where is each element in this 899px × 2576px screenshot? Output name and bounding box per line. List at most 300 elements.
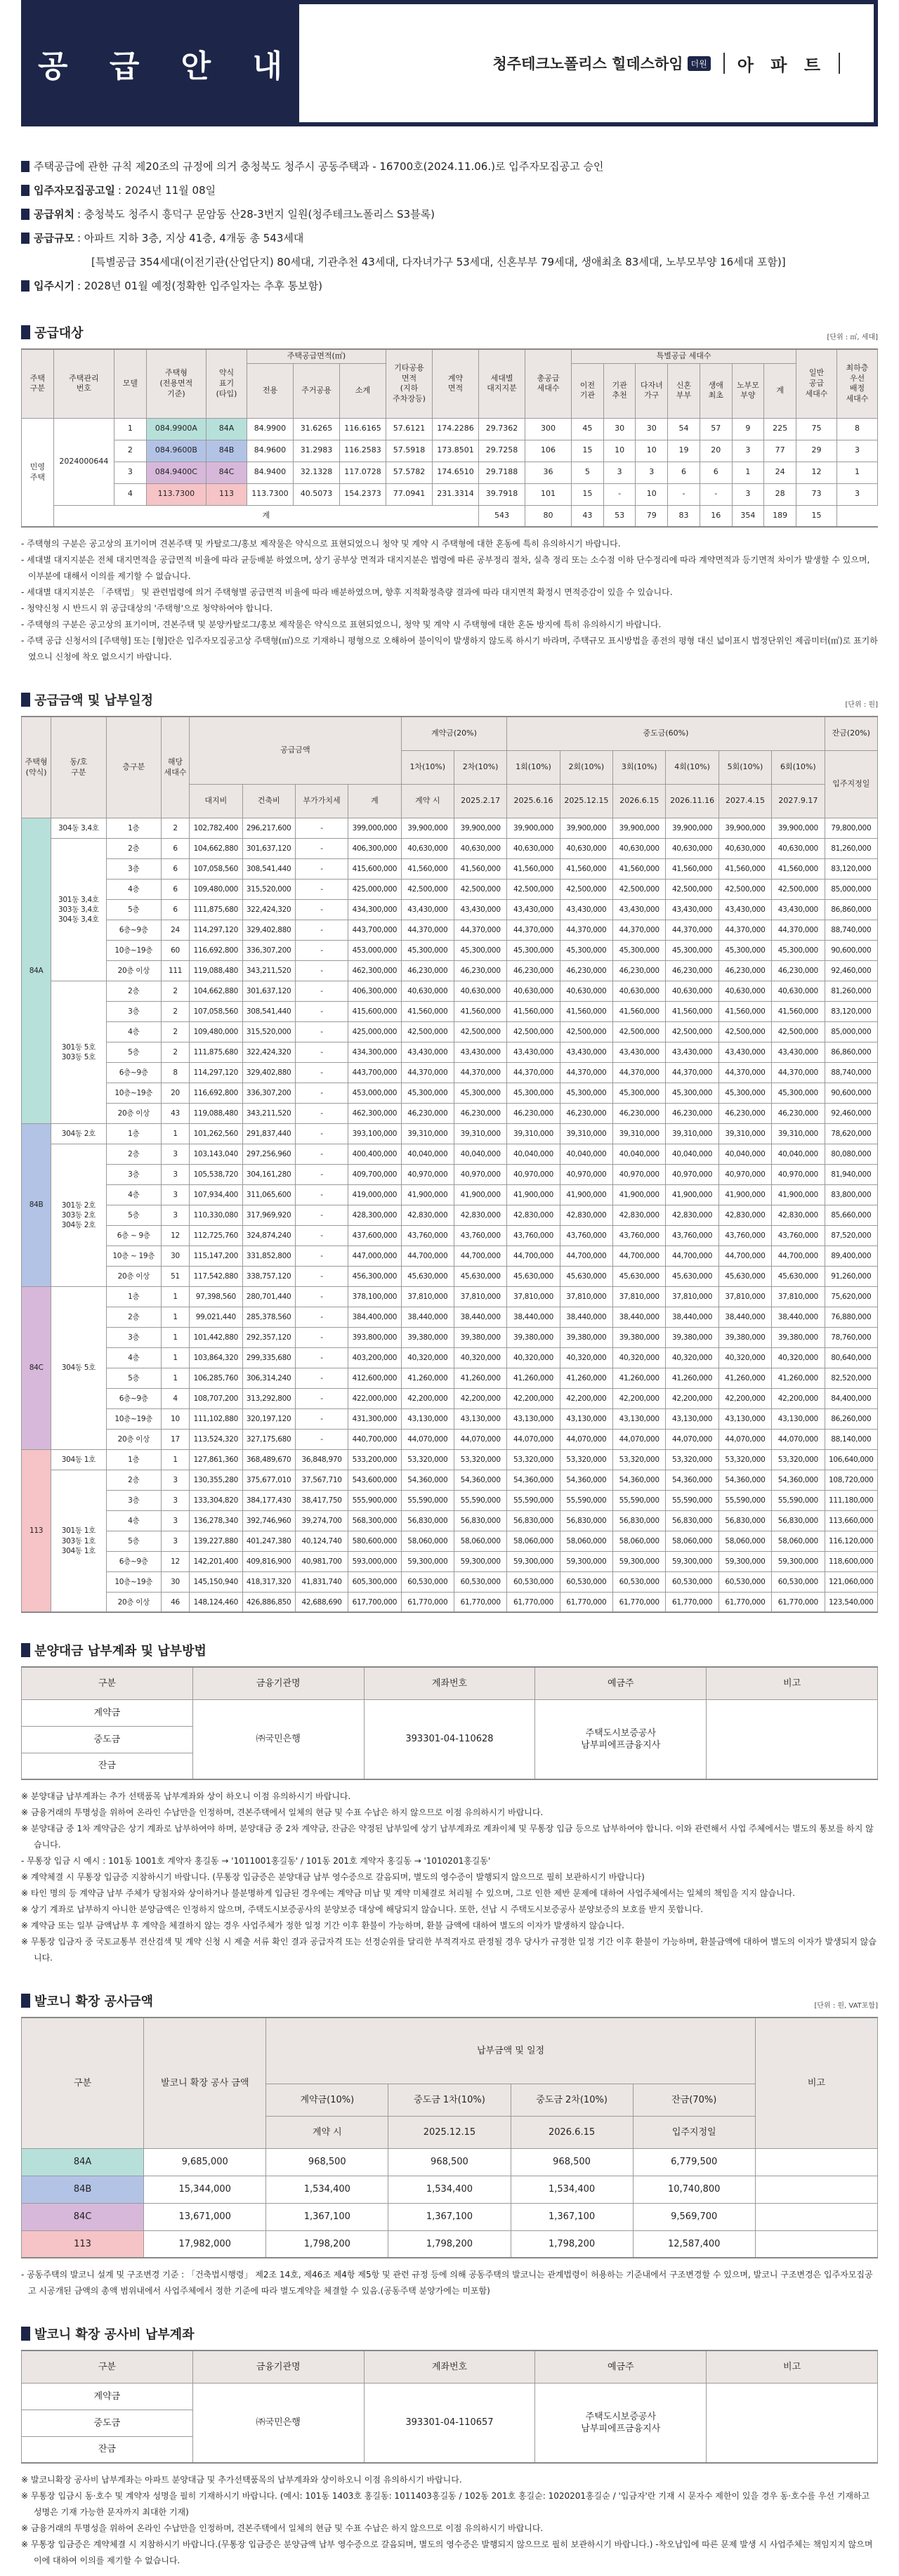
table-row bbox=[22, 1164, 878, 1184]
type-group-cell: 113 bbox=[22, 1449, 51, 1612]
table-cell: 88,740,000 bbox=[825, 920, 877, 940]
table-cell: 30 bbox=[603, 418, 636, 440]
table-cell: 83,120,000 bbox=[825, 858, 877, 879]
table-cell: 40,970,000 bbox=[454, 1164, 506, 1184]
table-cell: 331,852,800 bbox=[242, 1245, 295, 1266]
table-cell: 44,370,000 bbox=[666, 920, 718, 940]
table-cell: 231.3314 bbox=[433, 483, 479, 505]
note-item: - 공동주택의 발코니 설계 및 구조변경 기준 : 「건축법시행령」 제2조 14호, 제46조 제4항 제5항 및 관련 규정 등에 의해 공동주택의 발코니는 관계법령이 허용하는 기준내에서 구조변경할 수 있으며, 발코니 구조변경은 입주자모집공고 시공개된 금액의 총액 범위내에서 사업주체에서 정한 기준에 따라 별도계약을 체결할 수 있음.(공동주택 분양가에는 미포함) bbox=[21, 2270, 873, 2296]
supply-target-table bbox=[21, 348, 878, 528]
table-cell: 56,830,000 bbox=[613, 1510, 666, 1531]
table-cell: 40,040,000 bbox=[454, 1144, 506, 1164]
column-header: 약식 표기 (타입) bbox=[206, 349, 247, 418]
table-cell: 57.5918 bbox=[386, 440, 432, 462]
table-cell: 41,560,000 bbox=[772, 858, 825, 879]
table-cell: 456,300,000 bbox=[348, 1266, 401, 1286]
table-cell: 343,211,520 bbox=[242, 1103, 295, 1123]
column-header: 대지비 bbox=[190, 784, 242, 818]
table-cell: 53,320,000 bbox=[718, 1449, 771, 1470]
table-cell: - bbox=[295, 1368, 348, 1388]
table-cell: - bbox=[295, 960, 348, 981]
table-cell: 44,370,000 bbox=[666, 1062, 718, 1083]
note-item: ※ 분양대금 중 1차 계약금은 상기 계좌로 납부하여야 하며, 분양대금 중 2차 계약금, 잔금은 약정된 납부일에 상기 납부계좌로 계좌이체 및 무통장 입금 등으로 납부하여야 합니다. 이와 관련해서 사업 주체에서는 별도의 통보를 하지 않습니다. bbox=[21, 1824, 874, 1850]
table-cell: 20층 이상 bbox=[106, 1429, 161, 1449]
table-cell: 1 bbox=[836, 462, 877, 483]
table-cell: 40.5073 bbox=[293, 483, 339, 505]
table-cell: 43,760,000 bbox=[401, 1225, 454, 1245]
table-cell: 41,560,000 bbox=[560, 1001, 612, 1021]
table-cell: 306,314,240 bbox=[242, 1368, 295, 1388]
table-cell: 3 bbox=[161, 1184, 189, 1205]
column-header: 잔금(20%) bbox=[825, 717, 877, 750]
table-cell: 43,430,000 bbox=[454, 899, 506, 920]
table-cell: 58,060,000 bbox=[507, 1531, 560, 1551]
page-title: 공 급 안 내 bbox=[38, 48, 298, 84]
table-cell: 59,300,000 bbox=[772, 1551, 825, 1571]
table-cell: 110,330,080 bbox=[190, 1205, 242, 1225]
table-cell: 38,440,000 bbox=[560, 1307, 612, 1327]
type-group-cell: 84A bbox=[22, 818, 51, 1123]
table-cell: 43,760,000 bbox=[507, 1225, 560, 1245]
column-header: 기관 추천 bbox=[603, 363, 636, 418]
table-cell: 42,830,000 bbox=[666, 1205, 718, 1225]
table-cell: 116.2583 bbox=[339, 440, 386, 462]
header-banner bbox=[21, 0, 878, 126]
table-cell: 46,230,000 bbox=[666, 1103, 718, 1123]
table-row bbox=[22, 1510, 878, 1531]
payment-account-table bbox=[21, 1666, 878, 1780]
price-schedule-heading bbox=[21, 691, 878, 709]
type-group-cell: 84B bbox=[22, 1123, 51, 1286]
table-cell: 1,367,100 bbox=[266, 2203, 388, 2230]
table-cell: - bbox=[295, 1225, 348, 1245]
table-cell: 15 bbox=[796, 505, 837, 527]
location-line: 공급위치 : 충청북도 청주시 흥덕구 문암동 산28-3번지 일원(청주테크노폴리스 S3블록) bbox=[21, 202, 878, 226]
table-cell: 44,070,000 bbox=[560, 1429, 612, 1449]
table-cell: 78,760,000 bbox=[825, 1327, 877, 1347]
dong-ho-cell: 301동 3,4호 303동 3,4호 304동 3,4호 bbox=[51, 838, 106, 981]
table-cell: 3 bbox=[114, 462, 147, 483]
table-cell: 148,124,460 bbox=[190, 1592, 242, 1612]
table-cell: 41,900,000 bbox=[454, 1184, 506, 1205]
notice-date-line: 입주자모집공고일 : 2024년 11월 08일 bbox=[21, 178, 878, 202]
table-cell: 43,430,000 bbox=[718, 1042, 771, 1062]
table-cell: 12 bbox=[161, 1551, 189, 1571]
table-cell: 53,320,000 bbox=[507, 1449, 560, 1470]
table-cell: 285,378,560 bbox=[242, 1307, 295, 1327]
column-header: 5회(10%) bbox=[718, 750, 771, 784]
table-cell: 116,120,000 bbox=[825, 1531, 877, 1551]
table-cell: 42,830,000 bbox=[772, 1205, 825, 1225]
table-cell: 3 bbox=[161, 1531, 189, 1551]
table-cell: 42,830,000 bbox=[507, 1205, 560, 1225]
note-item: - 주택 공급 신청서의 [주택형] 또는 [형]란은 입주자모집공고상 주택형(㎡)으로 기재하니 평형으로 오해하여 불이익이 발생하지 않도록 하시기 바라며, 주택규모 표시방법을 종전의 평형 대신 넓이표시 법정단위인 제곱미터(㎡)로 표기하였으니 신청에 착오 없으시기 바랍니다. bbox=[21, 636, 878, 662]
table-cell: 3층 bbox=[106, 1001, 161, 1021]
table-cell: 174.6510 bbox=[433, 462, 479, 483]
table-cell: 40,630,000 bbox=[507, 981, 560, 1001]
table-cell: 1 bbox=[161, 1123, 189, 1144]
table-cell: 384,400,000 bbox=[348, 1307, 401, 1327]
table-cell: 40,630,000 bbox=[666, 981, 718, 1001]
table-cell: 133,304,820 bbox=[190, 1490, 242, 1510]
table-cell: 45,630,000 bbox=[613, 1266, 666, 1286]
table-cell: 10층 ~ 19층 bbox=[106, 1245, 161, 1266]
table-cell: 40,630,000 bbox=[666, 838, 718, 858]
column-header: 중도금 1차(10%) bbox=[388, 2084, 511, 2116]
table-cell: 36,848,970 bbox=[295, 1449, 348, 1470]
table-cell: 40,040,000 bbox=[560, 1144, 612, 1164]
table-cell: 58,060,000 bbox=[401, 1531, 454, 1551]
table-cell: 41,831,740 bbox=[295, 1571, 348, 1592]
table-cell: 42,200,000 bbox=[613, 1388, 666, 1408]
table-cell: 174.2286 bbox=[433, 418, 479, 440]
supply-target-notes bbox=[21, 536, 878, 665]
table-cell: - bbox=[700, 483, 732, 505]
table-cell: 4 bbox=[114, 483, 147, 505]
table-row bbox=[22, 2230, 878, 2258]
note-item: - 세대별 대지지분은 전체 대지면적을 공급면적 비율에 따라 균등배분 하였으며, 상기 공부상 면적과 대지지분은 법령에 따른 공부정리 절차, 실측 정리 또는 소수점 이하 단수정리에 따라 계약면적과 등기면적 차이가 발생할 수 있으며, 이부분에 대해서 이의를 제기할 수 없습니다. bbox=[21, 555, 870, 582]
table-cell: 31.2983 bbox=[293, 440, 339, 462]
table-cell: 2 bbox=[114, 440, 147, 462]
table-cell: 426,886,850 bbox=[242, 1592, 295, 1612]
table-cell: 56,830,000 bbox=[560, 1510, 612, 1531]
table-cell: 104,662,880 bbox=[190, 981, 242, 1001]
table-cell: 46,230,000 bbox=[401, 1103, 454, 1123]
table-cell: 37,810,000 bbox=[772, 1286, 825, 1307]
table-cell: 80,640,000 bbox=[825, 1347, 877, 1368]
table-cell: 5 bbox=[572, 462, 604, 483]
table-cell: 42,830,000 bbox=[454, 1205, 506, 1225]
note-item: - 청약신청 시 반드시 위 공급대상의 '주택형'으로 청약하여야 합니다. bbox=[21, 603, 273, 614]
table-cell: 60,530,000 bbox=[401, 1571, 454, 1592]
table-cell: 41,260,000 bbox=[560, 1368, 612, 1388]
table-cell: 301,637,120 bbox=[242, 838, 295, 858]
table-cell: 46,230,000 bbox=[772, 1103, 825, 1123]
table-cell: 116.6165 bbox=[339, 418, 386, 440]
table-cell: 329,402,880 bbox=[242, 1062, 295, 1083]
table-cell: 15,344,000 bbox=[144, 2176, 266, 2203]
table-cell: 42,200,000 bbox=[560, 1388, 612, 1408]
table-cell: 338,757,120 bbox=[242, 1266, 295, 1286]
table-cell: 378,100,000 bbox=[348, 1286, 401, 1307]
table-cell: 419,000,000 bbox=[348, 1184, 401, 1205]
table-cell: - bbox=[295, 1021, 348, 1042]
table-row bbox=[22, 483, 878, 505]
column-header: 2027.9.17 bbox=[772, 784, 825, 818]
table-row bbox=[22, 1408, 878, 1429]
column-header: 최하층 우선 배정 세대수 bbox=[836, 349, 877, 418]
table-cell: 32.1328 bbox=[293, 462, 339, 483]
table-cell: 42,500,000 bbox=[666, 879, 718, 899]
table-cell: 44,700,000 bbox=[454, 1245, 506, 1266]
total-row bbox=[22, 505, 878, 527]
stage-cell: 중도금 bbox=[22, 2410, 193, 2436]
table-cell: 53,320,000 bbox=[613, 1449, 666, 1470]
table-cell: 968,500 bbox=[266, 2148, 388, 2176]
table-cell: 37,810,000 bbox=[718, 1286, 771, 1307]
table-cell: - bbox=[295, 1245, 348, 1266]
table-row bbox=[22, 1571, 878, 1592]
category-label: 아 파 트 bbox=[737, 55, 826, 75]
table-cell: 40,320,000 bbox=[560, 1347, 612, 1368]
table-cell: 145,150,940 bbox=[190, 1571, 242, 1592]
table-cell: 108,720,000 bbox=[825, 1470, 877, 1490]
remark-cell bbox=[707, 1699, 878, 1779]
table-row bbox=[22, 1245, 878, 1266]
table-cell: - bbox=[295, 1164, 348, 1184]
table-cell: 434,300,000 bbox=[348, 899, 401, 920]
table-cell: 36 bbox=[525, 462, 572, 483]
table-cell: 102,782,400 bbox=[190, 818, 242, 838]
bullet-square-icon bbox=[21, 325, 30, 339]
table-row bbox=[22, 1062, 878, 1083]
column-header: 예금주 bbox=[535, 1667, 707, 1699]
table-cell: 543 bbox=[479, 505, 525, 527]
table-cell: 40,630,000 bbox=[454, 981, 506, 1001]
table-cell: 44,700,000 bbox=[613, 1245, 666, 1266]
table-cell: 139,227,880 bbox=[190, 1531, 242, 1551]
table-cell: 45,300,000 bbox=[772, 940, 825, 960]
table-cell: 43,430,000 bbox=[560, 899, 612, 920]
table-cell: 84.9600 bbox=[247, 440, 293, 462]
table-cell: 104,662,880 bbox=[190, 838, 242, 858]
table-cell: 59,300,000 bbox=[454, 1551, 506, 1571]
table-cell: 80,080,000 bbox=[825, 1144, 877, 1164]
table-cell: 45,300,000 bbox=[718, 940, 771, 960]
table-cell: 30 bbox=[161, 1245, 189, 1266]
table-row bbox=[22, 858, 878, 879]
table-cell: 5층 bbox=[106, 899, 161, 920]
table-cell: 30 bbox=[161, 1571, 189, 1592]
table-cell: 46,230,000 bbox=[772, 960, 825, 981]
table-cell: 393,800,000 bbox=[348, 1327, 401, 1347]
table-cell: - bbox=[295, 1184, 348, 1205]
table-cell: 44,370,000 bbox=[454, 920, 506, 940]
table-cell: 41,260,000 bbox=[454, 1368, 506, 1388]
column-header: 중도금 2차(10%) bbox=[511, 2084, 633, 2116]
table-cell: - bbox=[295, 818, 348, 838]
table-cell: 39,900,000 bbox=[454, 818, 506, 838]
table-cell: 53 bbox=[603, 505, 636, 527]
table-cell: 40,981,700 bbox=[295, 1551, 348, 1571]
table-cell: 43,430,000 bbox=[772, 1042, 825, 1062]
table-cell: 87,520,000 bbox=[825, 1225, 877, 1245]
table-row bbox=[22, 2383, 878, 2410]
table-cell: 37,810,000 bbox=[454, 1286, 506, 1307]
table-cell: 40,320,000 bbox=[718, 1347, 771, 1368]
column-header: 공급금액 bbox=[190, 717, 401, 784]
dong-ho-cell: 304동 1호 bbox=[51, 1449, 106, 1470]
table-cell: 6층~9층 bbox=[106, 920, 161, 940]
table-cell: 44,370,000 bbox=[401, 1062, 454, 1083]
table-cell: 39,380,000 bbox=[507, 1327, 560, 1347]
table-cell: 43,430,000 bbox=[560, 1042, 612, 1062]
table-row bbox=[22, 418, 878, 440]
table-cell: 54,360,000 bbox=[454, 1470, 506, 1490]
table-row bbox=[22, 1327, 878, 1347]
table-cell: 60,530,000 bbox=[772, 1571, 825, 1592]
table-cell: 315,520,000 bbox=[242, 1021, 295, 1042]
table-cell: 55,590,000 bbox=[613, 1490, 666, 1510]
table-cell: 1,534,400 bbox=[266, 2176, 388, 2203]
table-cell: 46 bbox=[161, 1592, 189, 1612]
intro-section bbox=[21, 155, 878, 298]
table-cell: 3 bbox=[161, 1144, 189, 1164]
table-row bbox=[22, 1490, 878, 1510]
table-cell: 42,500,000 bbox=[772, 1021, 825, 1042]
column-header: 계약 면적 bbox=[433, 349, 479, 418]
table-cell: 41,560,000 bbox=[772, 1001, 825, 1021]
table-cell: 12 bbox=[796, 462, 837, 483]
table-cell: 42,200,000 bbox=[507, 1388, 560, 1408]
table-cell: 40,630,000 bbox=[560, 838, 612, 858]
header-brand-panel bbox=[299, 0, 878, 126]
table-row bbox=[22, 1103, 878, 1123]
table-cell: 9 bbox=[732, 418, 764, 440]
table-cell: 43,430,000 bbox=[507, 899, 560, 920]
table-cell: 42,200,000 bbox=[718, 1388, 771, 1408]
table-cell: - bbox=[295, 1144, 348, 1164]
table-cell: - bbox=[295, 1266, 348, 1286]
table-cell: 61,770,000 bbox=[454, 1592, 506, 1612]
table-cell: 57 bbox=[700, 418, 732, 440]
section-title: 발코니 확장 공사비 납부계좌 bbox=[34, 2327, 195, 2343]
table-cell: 418,317,320 bbox=[242, 1571, 295, 1592]
table-cell: 43,430,000 bbox=[718, 899, 771, 920]
table-cell: 9,569,700 bbox=[633, 2203, 755, 2230]
table-cell: 39,310,000 bbox=[666, 1123, 718, 1144]
mgmt-no-cell: 2024000644 bbox=[53, 418, 114, 505]
table-cell: 56,830,000 bbox=[718, 1510, 771, 1531]
table-cell: - bbox=[295, 838, 348, 858]
table-cell: 113.7300 bbox=[247, 483, 293, 505]
table-cell: 1,367,100 bbox=[388, 2203, 511, 2230]
table-cell: 56,830,000 bbox=[772, 1510, 825, 1531]
table-cell: 39,900,000 bbox=[560, 818, 612, 838]
table-cell: 43,760,000 bbox=[560, 1225, 612, 1245]
table-row bbox=[22, 1001, 878, 1021]
table-cell: 56,830,000 bbox=[666, 1510, 718, 1531]
table-cell: 41,260,000 bbox=[772, 1368, 825, 1388]
table-cell: 44,070,000 bbox=[613, 1429, 666, 1449]
table-cell: 42,830,000 bbox=[560, 1205, 612, 1225]
header-row bbox=[22, 1667, 878, 1699]
table-cell: 107,934,400 bbox=[190, 1184, 242, 1205]
table-cell: 44,700,000 bbox=[772, 1245, 825, 1266]
table-cell: 41,900,000 bbox=[613, 1184, 666, 1205]
type-group-cell: 84C bbox=[22, 1286, 51, 1449]
table-cell: 54,360,000 bbox=[401, 1470, 454, 1490]
table-cell: 46,230,000 bbox=[401, 960, 454, 981]
table-cell: 45,300,000 bbox=[772, 1083, 825, 1103]
table-cell: 40,124,740 bbox=[295, 1531, 348, 1551]
table-cell: 114,297,120 bbox=[190, 1062, 242, 1083]
table-cell: 46,230,000 bbox=[666, 960, 718, 981]
table-cell: 42,830,000 bbox=[613, 1205, 666, 1225]
table-cell: 6층~9층 bbox=[106, 1062, 161, 1083]
table-cell: 41,900,000 bbox=[666, 1184, 718, 1205]
table-cell: 320,197,120 bbox=[242, 1408, 295, 1429]
table-cell: 431,300,000 bbox=[348, 1408, 401, 1429]
supply-target-heading bbox=[21, 323, 878, 341]
table-cell: 39.7918 bbox=[479, 483, 525, 505]
table-cell: 39,310,000 bbox=[718, 1123, 771, 1144]
table-row bbox=[22, 2148, 878, 2176]
table-cell: 1 bbox=[732, 462, 764, 483]
table-cell: 968,500 bbox=[511, 2148, 633, 2176]
stage-cell: 계약금 bbox=[22, 1699, 193, 1726]
table-cell: - bbox=[603, 483, 636, 505]
table-cell: 42,500,000 bbox=[613, 1021, 666, 1042]
table-cell: 42,200,000 bbox=[454, 1388, 506, 1408]
table-cell: 5층 bbox=[106, 1205, 161, 1225]
table-cell: 42,200,000 bbox=[401, 1388, 454, 1408]
table-cell: 54,360,000 bbox=[772, 1470, 825, 1490]
table-cell: 4층 bbox=[106, 1184, 161, 1205]
scale-detail: [특별공급 354세대(이전기관(산업단지) 80세대, 기관추천 43세대, 다자녀가구 53세대, 신혼부부 79세대, 생애최초 83세대, 노부모부양 16세대 포함)] bbox=[91, 256, 786, 268]
table-cell: 38,440,000 bbox=[613, 1307, 666, 1327]
approval-line: 주택공급에 관한 규칙 제20조의 규정에 의거 충청북도 청주시 공동주택과 - 16700호(2024.11.06.)로 입주자모집공고 승인 bbox=[21, 155, 878, 178]
table-cell: 77.0941 bbox=[386, 483, 432, 505]
table-cell: 117,542,880 bbox=[190, 1266, 242, 1286]
dong-ho-cell: 301동 5호 303동 5호 bbox=[51, 981, 106, 1123]
table-cell: 42,500,000 bbox=[666, 1021, 718, 1042]
table-cell: 42,830,000 bbox=[401, 1205, 454, 1225]
table-cell: 92,460,000 bbox=[825, 960, 877, 981]
note-item: - 주택형의 구분은 공고상의 표기이며, 견본주택 및 분양카탈로그/홍보 제작물은 약식으로 표현되었으니, 청약 및 계약 시 주택형에 대한 혼돈 방지에 특히 유의하시기 바랍니다. bbox=[21, 620, 662, 630]
table-cell: 42,500,000 bbox=[401, 879, 454, 899]
table-cell: 85,000,000 bbox=[825, 879, 877, 899]
table-cell: 428,300,000 bbox=[348, 1205, 401, 1225]
table-cell: 1,534,400 bbox=[388, 2176, 511, 2203]
account-holder-cell: 주택도시보증공사 남부피에프금융지사 bbox=[535, 2383, 707, 2463]
table-cell: 2 bbox=[161, 1042, 189, 1062]
table-cell: 81,260,000 bbox=[825, 838, 877, 858]
table-cell: 40,320,000 bbox=[666, 1347, 718, 1368]
price-schedule-table bbox=[21, 716, 878, 1613]
table-cell: 409,700,000 bbox=[348, 1164, 401, 1184]
bullet-square-icon bbox=[21, 161, 29, 172]
table-cell: 43 bbox=[161, 1103, 189, 1123]
table-cell: 368,489,670 bbox=[242, 1449, 295, 1470]
table-cell: 6 bbox=[668, 462, 700, 483]
column-header: 예금주 bbox=[535, 2351, 707, 2383]
column-header: 1차(10%) bbox=[401, 750, 454, 784]
table-cell: 443,700,000 bbox=[348, 920, 401, 940]
column-header: 2025.12.15 bbox=[560, 784, 612, 818]
table-cell: 16 bbox=[700, 505, 732, 527]
table-cell: 41,260,000 bbox=[718, 1368, 771, 1388]
table-cell: 41,560,000 bbox=[613, 858, 666, 879]
section-title: 공급금액 및 납부일정 bbox=[34, 693, 154, 709]
table-cell: 42,500,000 bbox=[560, 1021, 612, 1042]
table-cell: 61,770,000 bbox=[507, 1592, 560, 1612]
table-cell: 37,567,710 bbox=[295, 1470, 348, 1490]
table-cell: 54 bbox=[668, 418, 700, 440]
table-cell: 1층 bbox=[106, 1449, 161, 1470]
table-cell: 299,335,680 bbox=[242, 1347, 295, 1368]
table-cell: 15 bbox=[572, 440, 604, 462]
table-cell: 40,040,000 bbox=[718, 1144, 771, 1164]
table-cell: 10 bbox=[636, 440, 668, 462]
table-cell: 393,100,000 bbox=[348, 1123, 401, 1144]
table-cell: 40,970,000 bbox=[401, 1164, 454, 1184]
brand-name: 청주테크노폴리스 힐데스하임 bbox=[492, 55, 683, 72]
table-cell: 154.2373 bbox=[339, 483, 386, 505]
table-cell: 324,874,240 bbox=[242, 1225, 295, 1245]
type-abbr-cell: 84B bbox=[206, 440, 247, 462]
note-item: ※ 타인 명의 등 계약금 납부 주체가 당첨자와 상이하거나 불분명하게 입금된 경우에는 계약금 미납 및 계약 미체결로 처리될 수 있으며, 그로 인한 제반 문제에 대하여 사업주체에서는 일체의 책임을 지지 않습니다. bbox=[21, 1888, 796, 1899]
